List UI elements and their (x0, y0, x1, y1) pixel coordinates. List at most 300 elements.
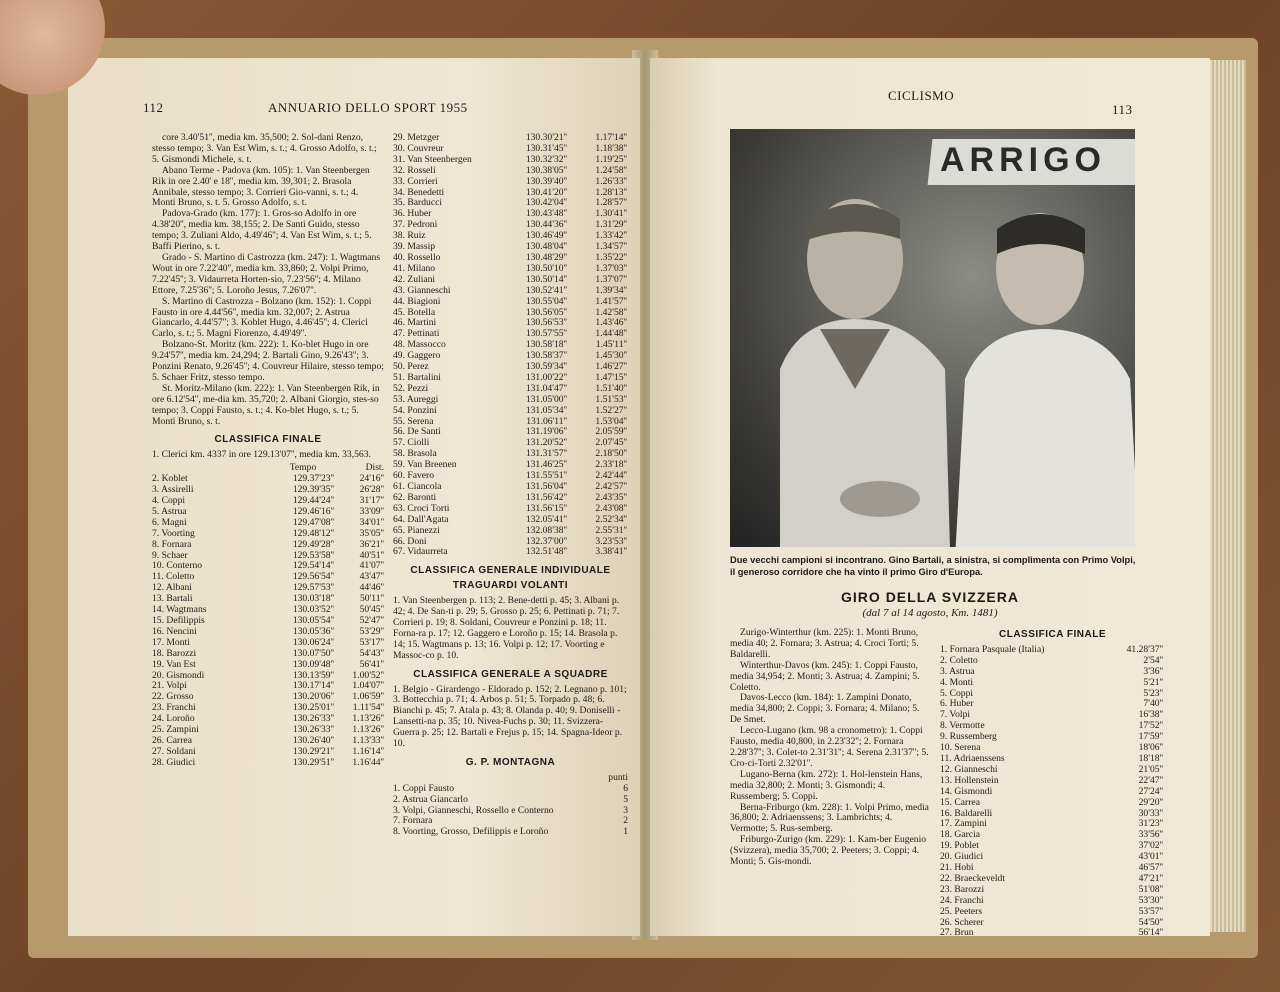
standings-row (152, 758, 384, 769)
standings-row-cell: 131.55'51'' (525, 471, 567, 482)
montagna-row (393, 827, 628, 838)
standings-row-cell: 22. Braeckeveldt (940, 873, 1005, 884)
standings-row-cell: 129.37'23'' (292, 474, 334, 485)
standings-row (393, 471, 628, 482)
standings-row (152, 747, 384, 758)
standings-row-cell: 1.51'40'' (595, 383, 627, 394)
standings-row (393, 133, 628, 144)
standings-row-cell: 1.18'38'' (595, 143, 627, 154)
standings-row (393, 362, 628, 373)
final-standings-table (152, 474, 384, 768)
standings-row-cell: 49. Gaggero (393, 351, 441, 362)
standings-row-cell: 27. Brun (940, 928, 974, 936)
standings-row (393, 209, 628, 220)
standings-row (940, 819, 1165, 830)
standings-row-cell: 130.50'14'' (525, 274, 567, 285)
standings-row-cell: 9. Schaer (152, 550, 188, 561)
standings-row-cell: 31'17'' (359, 496, 384, 506)
standings-row (393, 286, 628, 297)
standings-row-cell: 15. Defilippis (152, 615, 205, 626)
standings-row-cell: 132.37'00'' (525, 536, 567, 547)
standings-row-cell: 59. Van Breenen (393, 460, 457, 471)
standings-row-cell: 56'14'' (1138, 928, 1163, 936)
standings-row (393, 493, 628, 504)
standings-row-cell: 130.05'36'' (292, 626, 334, 637)
standings-row-cell: 130.07'50'' (292, 648, 334, 659)
standings-row-cell: 57. Ciolli (393, 438, 430, 449)
standings-row (940, 928, 1165, 936)
standings-row (152, 540, 384, 551)
standings-row-cell: 1.24'58'' (595, 165, 627, 176)
standings-row-cell: 11. Adriaenssens (940, 753, 1005, 764)
left-column (152, 133, 384, 769)
running-head: ANNUARIO DELLO SPORT 1955 (268, 100, 468, 115)
standings-row (152, 594, 384, 605)
stage-paragraph: S. Martino di Castrozza - Bolzano (km. 152): 1. Coppi Fausto in ore 4.44'56'', media km. 32,007; 2. Astrua Giancarlo, 4.44'57''; 3. Koblet Hugo, 4.46'45''; 4. Clerici Carlo, s. t.; 5. Magni Fiorenzo, 4.49'49''. (152, 295, 372, 340)
standings-row-cell: 1.04'07'' (352, 681, 384, 692)
standings-row-cell: 6. Magni (152, 517, 187, 528)
page-edges (1210, 60, 1246, 932)
standings-row-cell: 2'54'' (1143, 655, 1163, 666)
standings-row (393, 275, 628, 286)
stage-paragraph: Lugano-Berna (km. 272): 1. Hol-lenstein Hans, media 32,800; 2. Monti; 3. Gismondi; 4. Russemberg; 5. Coppi. (730, 768, 923, 802)
standings-row-cell: 5. Coppi (940, 688, 974, 699)
standings-row (940, 765, 1165, 776)
standings-row-cell: 131.56'42'' (525, 492, 567, 503)
right-column (393, 133, 628, 838)
standings-row (393, 504, 628, 515)
standings-row (393, 449, 628, 460)
stage-paragraph: Zurigo-Winterthur (km. 225): 1. Monti Bruno, media 40; 2. Fornara; 3. Astrua; 4. Croci Torti; 5. Baldarelli. (730, 627, 919, 660)
standings-row-cell: 38. Ruiz (393, 231, 426, 242)
standings-row-cell: 130.05'54'' (292, 615, 334, 626)
standings-row (940, 667, 1165, 678)
standings-row-cell: 1.13'33'' (352, 735, 384, 746)
standings-continued (393, 133, 628, 558)
standings-row-cell: 1.34'57'' (595, 242, 627, 253)
stage-paragraph: Friburgo-Zurigo (km. 229): 1. Kam-ber Eugenio (Svizzera), media 35,700; 2. Peeters; 3. Coppi; 4. Monti; 5. Gis-mondi. (730, 834, 927, 868)
standings-row-cell: 44'46'' (359, 583, 384, 594)
stage-paragraph: Berna-Friburgo (km. 228): 1. Volpi Primo, media 36,800; 2. Adriaenssens; 3. Lambrichts; 4. Vermotte; 5. Rus-semberg. (730, 801, 929, 835)
standings-row-cell: 132.08'38'' (525, 525, 567, 536)
standings-row-cell: 13. Bartali (152, 594, 193, 605)
standings-row-cell: 65. Pianezzi (393, 525, 440, 536)
standings-row (940, 776, 1165, 787)
standings-row (152, 507, 384, 518)
standings-row-cell: 41.28'37'' (1126, 644, 1163, 655)
standings-row-cell: 45. Botella (393, 307, 436, 318)
standings-row (393, 417, 628, 428)
standings-row-cell: 67. Vidaurreta (393, 547, 448, 558)
standings-row-cell: 2.43'08'' (595, 503, 627, 514)
standings-row-cell: 33'09'' (359, 506, 384, 517)
standings-row-cell: 53. Aureggi (393, 394, 439, 405)
standings-row (393, 253, 628, 264)
standings-row (152, 649, 384, 660)
standings-row-cell: 51'08'' (1138, 884, 1163, 895)
montagna-table (393, 784, 628, 839)
standings-row (940, 710, 1165, 721)
page-number: 112 (143, 100, 164, 115)
sign-text: ARRIGO (940, 141, 1106, 179)
tempo-header: Tempo (289, 463, 317, 474)
standings-row (940, 830, 1165, 841)
standings-row-cell: 48. Massocco (393, 340, 446, 351)
standings-row-cell: 130.17'14'' (292, 681, 334, 692)
right-page (650, 58, 1210, 936)
standings-row (152, 485, 384, 496)
stage-results (730, 628, 930, 868)
standings-row-cell: 130.56'53'' (525, 318, 567, 329)
standings-row-cell: 1.53'04'' (595, 416, 627, 427)
montagna-row-cell: 7. Fornara (393, 816, 433, 827)
standings-row-cell: 25. Zampini (152, 725, 199, 736)
standings-row-cell: 130.26'33'' (292, 725, 334, 736)
final-col-headers (152, 463, 384, 474)
standings-row-cell: 21. Volpi (152, 681, 187, 692)
standings-row (393, 318, 628, 329)
standings-row-cell: 2. Coletto (940, 655, 978, 666)
standings-row-cell: 1. Fornara Pasquale (Italia) (940, 644, 1045, 655)
standings-row (940, 798, 1165, 809)
standings-row (940, 896, 1165, 907)
standings-row-cell: 3. Assirelli (152, 485, 194, 496)
standings-row (152, 518, 384, 529)
standings-row-cell: 1.16'44'' (352, 757, 384, 768)
standings-row-cell: 2.55'31'' (595, 525, 627, 536)
final-intro: 1. Clerici km. 4337 in ore 129.13'07'', media km. 33,563. (152, 449, 371, 461)
standings-row-cell: 5'23'' (1143, 688, 1163, 699)
standings-row-cell: 1.19'25'' (595, 154, 627, 165)
standings-row (393, 351, 628, 362)
standings-row (940, 721, 1165, 732)
standings-row-cell: 130.06'24'' (292, 637, 334, 648)
standings-row-cell: 129.39'35'' (292, 485, 334, 496)
standings-row (393, 340, 628, 351)
standings-row-cell: 47. Pettinati (393, 329, 440, 340)
standings-row-cell: 2.42'57'' (595, 482, 627, 492)
standings-row-cell: 16. Baldarelli (940, 808, 993, 819)
standings-row-cell: 4. Monti (940, 677, 974, 688)
standings-row-cell: 130.13'59'' (292, 670, 334, 681)
individual-subtitle: TRAGUARDI VOLANTI (452, 580, 569, 592)
standings-row-cell: 3.38'41'' (595, 547, 627, 558)
standings-row-cell: 19. Van Est (152, 659, 196, 670)
standings-row (393, 547, 628, 558)
standings-row-cell: 130.29'21'' (292, 746, 334, 757)
standings-row-cell: 42. Zuliani (393, 274, 436, 285)
standings-row-cell: 1.44'48'' (595, 329, 627, 340)
standings-row-cell: 40. Rossello (393, 252, 441, 263)
standings-row (940, 645, 1165, 656)
standings-row-cell: 44. Biagioni (393, 296, 441, 307)
standings-row-cell: 131.00'22'' (525, 372, 567, 383)
standings-row-cell: 56. De Santi (393, 427, 441, 438)
standings-row-cell: 130.50'10'' (525, 263, 567, 274)
standings-row-cell: 17'52'' (1138, 721, 1163, 732)
standings-row-cell: 6. Huber (940, 699, 974, 710)
standings-row (393, 308, 628, 319)
individual-title: CLASSIFICA GENERALE INDIVIDUALE (410, 565, 611, 577)
montagna-title: G. P. MONTAGNA (465, 756, 556, 768)
montagna-row (393, 795, 628, 806)
standings-row-cell: 62. Baronti (393, 492, 437, 503)
standings-row-cell: 131.06'11'' (526, 416, 567, 427)
standings-row-cell: 8. Vermotte (940, 721, 985, 732)
standings-row-cell: 33'56'' (1138, 830, 1163, 841)
standings-row-cell: 4. Coppi (152, 496, 186, 506)
standings-row (940, 689, 1165, 700)
standings-row-cell: 29'20'' (1138, 797, 1163, 808)
standings-row-cell: 1.16'14'' (352, 746, 384, 757)
standings-row-cell: 130.56'05'' (525, 307, 567, 318)
standings-row-cell: 2.05'59'' (595, 427, 627, 438)
standings-row-cell: 2.18'50'' (595, 449, 627, 460)
standings-row-cell: 7'40'' (1143, 699, 1163, 710)
standings-row-cell: 25. Peeters (940, 906, 983, 917)
standings-row-cell: 130.09'48'' (292, 659, 334, 670)
standings-row-cell: 130.31'45'' (525, 143, 567, 154)
standings-row-cell: 1.28'13'' (595, 187, 627, 198)
standings-row-cell: 23. Barozzi (940, 884, 985, 895)
standings-row (940, 863, 1165, 874)
standings-row-cell: 130.43'48'' (525, 209, 567, 220)
final-standings-table (940, 645, 1165, 936)
standings-row (393, 220, 628, 231)
standings-row-cell: 1.28'57'' (595, 198, 627, 209)
standings-row-cell: 43'47'' (359, 572, 384, 583)
standings-row-cell: 5'21'' (1143, 677, 1163, 688)
standings-row-cell: 131.56'04'' (525, 482, 567, 492)
standings-row-cell: 10. Serena (940, 743, 981, 754)
standings-row (393, 406, 628, 417)
standings-row-cell: 1.43'46'' (595, 318, 627, 329)
standings-row-cell: 26. Carrea (152, 735, 192, 746)
standings-row-cell: 53'29'' (359, 626, 384, 637)
standings-row (152, 616, 384, 627)
montagna-header-row (393, 773, 628, 784)
stage-paragraph: Padova-Grado (km. 177): 1. Gros-so Adolfo in ore 4.38'20'', media km. 38,155; 2. De Santi Guido, stesso tempo; 3. Zuliani Aldo, 4.49'46''; 4. Van Est Wim, s. t.; 5. Baffi Pierino, s. t. (152, 208, 372, 253)
standings-row-cell: 24. Franchi (940, 895, 984, 906)
section-subtitle: (dal 7 al 14 agosto, Km. 1481) (862, 607, 998, 619)
standings-row-cell: 11. Coletto (152, 572, 195, 583)
standings-row-cell: 129.49'28'' (292, 539, 334, 550)
standings-row-cell: 1.35'22'' (595, 252, 627, 263)
standings-row-cell: 64. Dall'Agata (393, 514, 449, 525)
standings-row-cell: 130.25'01'' (292, 703, 334, 714)
standings-row (152, 692, 384, 703)
standings-row-cell: 2.42'44'' (595, 471, 627, 482)
stage-paragraph: core 3.40'51'', media km. 35,500; 2. Sol-dani Renzo, stesso tempo; 3. Van Est Wim, s. t.; 4. Grosso Adolfo, s. t.; 5. Gismondi Michele, s. t. (152, 132, 377, 165)
standings-row-cell: 129.44'24'' (292, 496, 334, 506)
standings-row-cell: 51. Bartalini (393, 372, 441, 383)
final-standings-title: CLASSIFICA FINALE (214, 434, 322, 446)
standings-row-cell: 7. Voorting (152, 528, 195, 539)
standings-row-cell: 1.42'58'' (595, 307, 627, 318)
standings-row-cell: 129.46'16'' (292, 506, 334, 517)
standings-row (940, 787, 1165, 798)
stage-results (152, 133, 384, 427)
standings-row (940, 841, 1165, 852)
standings-row-cell: 22. Grosso (152, 692, 194, 703)
standings-row-cell: 1.13'26'' (352, 725, 384, 736)
standings-row-cell: 131.56'15'' (525, 503, 567, 514)
standings-row (940, 678, 1165, 689)
standings-row-cell: 60. Favero (393, 471, 435, 482)
standings-row-cell: 13. Hollenstein (940, 775, 999, 786)
standings-row-cell: 1.47'15'' (595, 372, 627, 383)
standings-row-cell: 130.32'32'' (525, 154, 567, 165)
standings-row (152, 529, 384, 540)
stage-paragraph: Grado - S. Martino di Castrozza (km. 247): 1. Wagtmans Wout in ore 7.22'40'', media km. 33,860; 2. Volpi Primo, 7.22'45''; 3. Vidaurreta Horten-sio, 7.23'56''; 4. Milano Ettore, 7.25'36''; 5. Loroño Jesus, 7.26'07''. (152, 251, 381, 296)
standings-row-cell: 131.46'25'' (525, 460, 567, 471)
standings-row-cell: 9. Russemberg (940, 732, 997, 743)
standings-row-cell: 131.20'52'' (525, 438, 567, 449)
montagna-row-cell: 1 (623, 827, 628, 838)
standings-row-cell: 18. Garcia (940, 830, 980, 841)
standings-row-cell: 129.54'14'' (292, 561, 334, 572)
standings-row (152, 551, 384, 562)
montagna-row-cell: 1. Coppi Fausto (393, 783, 455, 794)
standings-row-cell: 37. Pedroni (393, 220, 438, 231)
standings-row-cell: 1.26'33'' (595, 176, 627, 187)
standings-row (940, 743, 1165, 754)
standings-row (152, 605, 384, 616)
standings-row-cell: 52. Pezzi (393, 383, 429, 394)
standings-row-cell: 46'57'' (1138, 863, 1163, 874)
montagna-row (393, 816, 628, 827)
montagna-row-cell: 3 (623, 805, 628, 816)
standings-row (393, 515, 628, 526)
standings-row-cell: 36'21'' (359, 539, 384, 550)
standings-row (152, 496, 384, 507)
standings-row (152, 671, 384, 682)
photo-caption: Due vecchi campioni si incontrano. Gino Bartali, a sinistra, si complimenta con Primo Volpi, il generoso corridore che ha vinto il primo Giro d'Europa. (730, 555, 1136, 577)
standings-row-cell: 129.57'53'' (292, 583, 334, 594)
standings-row (393, 242, 628, 253)
standings-row (393, 526, 628, 537)
standings-row-cell: 131.05'00'' (525, 394, 567, 405)
standings-row-cell: 43'01'' (1138, 852, 1163, 863)
dist-header: Dist. (365, 463, 384, 474)
standings-row-cell: 1.45'30'' (595, 351, 627, 362)
standings-row-cell: 130.26'33'' (292, 714, 334, 725)
standings-row (152, 561, 384, 572)
standings-row (393, 188, 628, 199)
standings-row (152, 714, 384, 725)
standings-row-cell: 130.58'37'' (525, 351, 567, 362)
standings-row-cell: 41'07'' (359, 561, 384, 572)
standings-row-cell: 26. Scherer (940, 917, 984, 928)
standings-row-cell: 12. Albani (152, 583, 192, 594)
montagna-row (393, 806, 628, 817)
standings-row-cell: 1.37'03'' (595, 263, 627, 274)
standings-row (940, 852, 1165, 863)
stage-paragraph: Bolzano-St. Moritz (km. 222): 1. Ko-blet Hugo in ore 9.24'57'', media km. 24,294; 2. Bartali Gino, 9.26'43''; 3. Ponzini Renato, 9.26'45''; 4. Couvreur Hilaire, stesso tempo; 5. Schaer Fritz, stesso tempo. (152, 339, 384, 383)
standings-row-cell: 22'47'' (1138, 775, 1163, 786)
standings-row-cell: 58. Brasola (393, 449, 437, 460)
standings-row-cell: 30'33'' (1138, 808, 1163, 819)
standings-row (940, 809, 1165, 820)
standings-row (393, 264, 628, 275)
standings-row-cell: 1.45'11'' (595, 340, 627, 351)
standings-row-cell: 3'36'' (1143, 666, 1163, 677)
standings-row-cell: 29. Metzger (393, 133, 440, 143)
standings-row-cell: 27'24'' (1138, 786, 1163, 797)
stage-paragraph: Winterthur-Davos (km. 245): 1. Coppi Fausto, media 34,954; 2. Monti; 3. Astrua; 4. Zampini; 5. Coletto. (730, 659, 920, 693)
standings-row-cell: 18. Barozzi (152, 648, 197, 659)
montagna-row (393, 784, 628, 795)
standings-row-cell: 131.31'57'' (525, 449, 567, 460)
standings-row (393, 482, 628, 493)
standings-row-cell: 130.26'40'' (292, 735, 334, 746)
standings-row-cell: 20. Gismondi (152, 670, 205, 681)
standings-row-cell: 131.04'47'' (525, 383, 567, 394)
standings-row-cell: 27. Soldani (152, 746, 196, 757)
standings-row-cell: 61. Ciancola (393, 482, 442, 492)
standings-row-cell: 12. Gianneschi (940, 764, 998, 775)
standings-row-cell: 130.52'41'' (525, 285, 567, 296)
standings-row-cell: 55. Serena (393, 416, 434, 427)
standings-row-cell: 1.30'41'' (595, 209, 627, 220)
final-standings-title: CLASSIFICA FINALE (998, 629, 1106, 640)
standings-row-cell: 129.53'58'' (292, 550, 334, 561)
standings-row-cell: 1.39'34'' (595, 285, 627, 296)
squadre-title: CLASSIFICA GENERALE A SQUADRE (413, 668, 608, 680)
standings-row-cell: 15. Carrea (940, 797, 980, 808)
standings-row-cell: 130.48'04'' (525, 242, 567, 253)
standings-row-cell: 17. Zampini (940, 819, 987, 830)
standings-row (940, 907, 1165, 918)
standings-row-cell: 54'43'' (359, 648, 384, 659)
standings-row (152, 736, 384, 747)
standings-row (393, 166, 628, 177)
standings-row-cell: 46. Martini (393, 318, 437, 329)
page-number: 113 (1112, 102, 1133, 117)
standings-row-cell: 130.03'18'' (292, 594, 334, 605)
standings-row-cell: 33. Corrieri (393, 176, 438, 187)
standings-row-cell: 130.57'55'' (525, 329, 567, 340)
standings-row (940, 732, 1165, 743)
montagna-row-cell: 2 (623, 816, 628, 827)
standings-row-cell: 3. Astrua (940, 666, 975, 677)
standings-row (393, 144, 628, 155)
standings-row-cell: 53'17'' (359, 637, 384, 648)
standings-row (152, 638, 384, 649)
standings-row-cell: 5. Astrua (152, 506, 187, 517)
standings-row (393, 155, 628, 166)
standings-row-cell: 39. Massip (393, 242, 436, 253)
standings-row-cell: 130.29'51'' (292, 757, 334, 768)
standings-row-cell: 56'41'' (359, 659, 384, 670)
stage-paragraph: Davos-Lecco (km. 184): 1. Zampini Donato, media 34,800; 2. Coppi; 3. Fornara; 4. Milano; 5. De Smet. (730, 692, 920, 726)
standings-row-cell: 26'28'' (359, 485, 384, 496)
standings-row-cell: 17'59'' (1138, 732, 1163, 743)
standings-row (152, 627, 384, 638)
standings-row-cell: 1.33'42'' (595, 231, 627, 242)
standings-row (393, 537, 628, 548)
standings-row-cell: 130.58'18'' (525, 340, 567, 351)
standings-row (152, 725, 384, 736)
standings-row-cell: 130.44'36'' (525, 220, 567, 231)
final-standings (940, 628, 1165, 936)
standings-row-cell: 18'18'' (1138, 753, 1163, 764)
standings-row-cell: 130.59'34'' (525, 362, 567, 373)
standings-row-cell: 130.55'04'' (525, 296, 567, 307)
montagna-row-cell: 2. Astrua Giancarlo (393, 794, 468, 805)
standings-row-cell: 18'06'' (1138, 743, 1163, 754)
standings-row-cell: 14. Wagtmans (152, 605, 207, 616)
